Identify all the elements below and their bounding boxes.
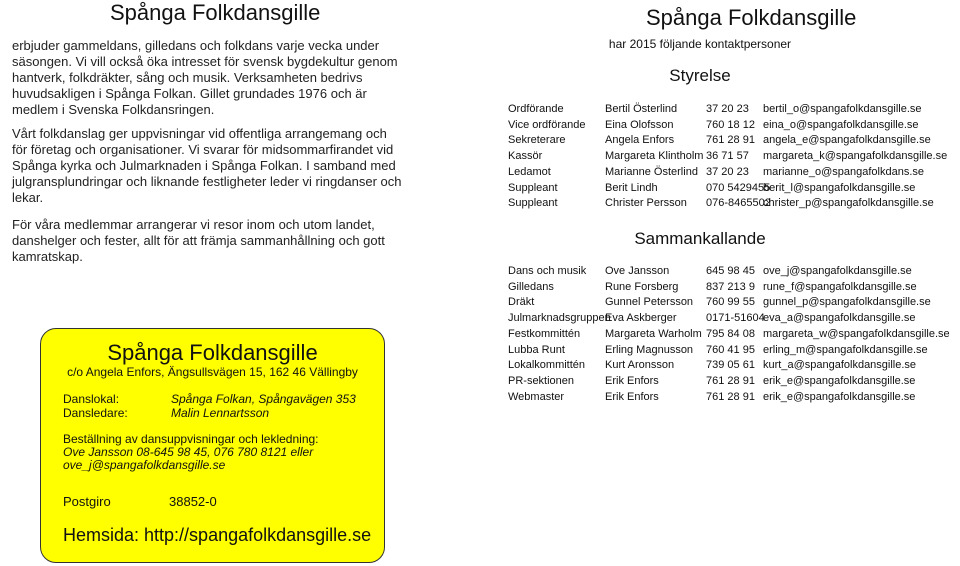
email-link[interactable]: eva_a@spangafolkdansgille.se bbox=[763, 312, 916, 325]
name-cell: Margareta Warholm bbox=[605, 327, 702, 340]
contacts-subtitle: har 2015 följande kontaktpersoner bbox=[608, 37, 792, 51]
role-cell: Suppleant bbox=[508, 181, 558, 194]
phone-cell: 076-8465502 bbox=[706, 197, 771, 210]
role-cell: Lokalkommittén bbox=[508, 359, 586, 372]
name-cell: Gunnel Petersson bbox=[605, 296, 694, 309]
email-link[interactable]: gunnel_p@spangafolkdansgille.se bbox=[763, 296, 931, 309]
name-cell: Eina Olofsson bbox=[605, 118, 674, 131]
venue-value: Spånga Folkan, Spångavägen 353 bbox=[171, 392, 356, 406]
role-cell: Vice ordförande bbox=[508, 118, 586, 131]
phone-cell: 070 5429455 bbox=[706, 181, 771, 194]
role-cell: Suppleant bbox=[508, 197, 558, 210]
email-link[interactable]: eina_o@spangafolkdansgille.se bbox=[763, 118, 919, 131]
right-title: Spånga Folkdansgille bbox=[646, 5, 857, 30]
phone-cell: 739 05 61 bbox=[706, 359, 755, 372]
email-link[interactable]: ove_j@spangafolkdansgille.se bbox=[763, 265, 912, 277]
box-address: c/o Angela Enfors, Ängsullsvägen 15, 162 46 Vällingby bbox=[67, 365, 358, 379]
postgiro-value: 38852-0 bbox=[169, 494, 217, 509]
order-email-link[interactable]: ove_j@spangafolkdansgille.se bbox=[63, 458, 226, 472]
email-link[interactable]: berit_l@spangafolkdansgille.se bbox=[763, 181, 916, 194]
phone-cell: 761 28 91 bbox=[706, 374, 755, 387]
phone-cell: 645 98 45 bbox=[706, 265, 755, 277]
order-contact: Ove Jansson 08-645 98 45, 076 780 8121 eller bbox=[63, 445, 314, 459]
phone-cell: 760 18 12 bbox=[706, 118, 755, 131]
role-cell: Julmarknadsgruppen bbox=[508, 312, 611, 325]
venue-label: Danslokal: bbox=[63, 392, 120, 406]
phone-cell: 37 20 23 bbox=[706, 103, 749, 115]
order-heading: Beställning av dansuppvisningar och lekledning: bbox=[63, 432, 319, 446]
phone-cell: 760 41 95 bbox=[706, 343, 755, 356]
name-cell: Ove Jansson bbox=[605, 265, 670, 277]
name-cell: Erik Enfors bbox=[605, 390, 659, 403]
order-info bbox=[63, 433, 319, 472]
box-title: Spånga Folkdansgille bbox=[107, 340, 318, 365]
intro-paragraph: erbjuder gammeldans, gilledans och folkdans varje vecka under säsongen. Vi vill också öka intresset för svensk bygdekultur genom hantverk, folkdräkter, sång och musik. Verksamheten bedrivs huvudsakligen i Spånga Folkan. Gillet grundades 1976 och är medlem i Svenska Folkdansringen. bbox=[12, 38, 398, 117]
board-heading: Styrelse bbox=[669, 66, 731, 85]
name-cell: Berit Lindh bbox=[605, 181, 658, 194]
name-cell: Kurt Aronsson bbox=[605, 359, 675, 372]
role-cell: Festkommittén bbox=[508, 327, 581, 340]
phone-cell: 760 99 55 bbox=[706, 296, 755, 309]
name-cell: Christer Persson bbox=[605, 197, 687, 210]
email-link[interactable]: erling_m@spangafolkdansgille.se bbox=[763, 343, 928, 356]
email-link[interactable]: angela_e@spangafolkdansgille.se bbox=[763, 134, 931, 147]
role-cell: Kassör bbox=[508, 150, 543, 163]
conveners-heading: Sammankallande bbox=[634, 229, 766, 248]
role-cell: Dans och musik bbox=[508, 265, 587, 277]
left-title: Spånga Folkdansgille bbox=[110, 0, 321, 25]
role-cell: Gilledans bbox=[508, 280, 554, 293]
role-cell: Sekreterare bbox=[508, 134, 566, 147]
name-cell: Bertil Österlind bbox=[605, 103, 678, 115]
role-cell: Dräkt bbox=[508, 296, 535, 309]
phone-cell: 761 28 91 bbox=[706, 134, 755, 147]
role-cell: Ledamot bbox=[508, 165, 551, 178]
email-link[interactable]: bertil_o@spangafolkdansgille.se bbox=[763, 103, 922, 115]
email-link[interactable]: kurt_a@spangafolkdansgille.se bbox=[763, 359, 917, 372]
name-cell: Erling Magnusson bbox=[605, 343, 694, 356]
name-cell: Eva Askberger bbox=[605, 312, 677, 325]
name-cell: Rune Forsberg bbox=[605, 280, 679, 293]
email-link[interactable]: christer_p@spangafolkdansgille.se bbox=[763, 197, 934, 210]
phone-cell: 37 20 23 bbox=[706, 165, 749, 178]
name-cell: Margareta Klintholm bbox=[605, 150, 704, 163]
email-link[interactable]: rune_f@spangafolkdansgille.se bbox=[763, 280, 917, 293]
email-link[interactable]: erik_e@spangafolkdansgille.se bbox=[763, 374, 916, 387]
contact-box bbox=[40, 328, 385, 563]
role-cell: Lubba Runt bbox=[508, 343, 565, 356]
phone-cell: 795 84 08 bbox=[706, 327, 755, 340]
role-cell: Ordförande bbox=[508, 103, 564, 115]
phone-cell: 761 28 91 bbox=[706, 390, 755, 403]
phone-cell: 36 71 57 bbox=[706, 150, 749, 163]
performance-paragraph: Vårt folkdanslag ger uppvisningar vid offentliga arrangemang och för företag och organisationer. Vi svarar för midsommarfirandet vid Spånga kyrka och Julmarknaden i Spånga Folkan. I samband med julgransplundringar och liknande festligheter leder vi ringdanser och lekar. bbox=[12, 126, 402, 205]
homepage-link[interactable]: Hemsida: http://spangafolkdansgille.se bbox=[63, 525, 372, 545]
role-cell: Webmaster bbox=[508, 390, 565, 403]
role-cell: PR-sektionen bbox=[508, 374, 575, 387]
email-link[interactable]: erik_e@spangafolkdansgille.se bbox=[763, 390, 916, 403]
email-link[interactable]: margareta_k@spangafolkdansgille.se bbox=[763, 150, 948, 163]
name-cell: Marianne Österlind bbox=[605, 165, 698, 178]
email-link[interactable]: margareta_w@spangafolkdansgille.se bbox=[763, 327, 950, 340]
postgiro-label: Postgiro bbox=[63, 494, 111, 509]
name-cell: Angela Enfors bbox=[605, 134, 675, 147]
phone-cell: 0171-51604 bbox=[706, 312, 765, 325]
name-cell: Erik Enfors bbox=[605, 374, 659, 387]
instructor-value: Malin Lennartsson bbox=[171, 406, 270, 420]
email-link[interactable]: marianne_o@spangafolkdans.se bbox=[763, 165, 924, 178]
phone-cell: 837 213 9 bbox=[706, 280, 755, 293]
members-paragraph: För våra medlemmar arrangerar vi resor inom och utom landet, danshelger och fester, allt för att främja sammanhållning och gott kamratskap. bbox=[12, 217, 385, 264]
instructor-label: Dansledare: bbox=[63, 406, 128, 420]
